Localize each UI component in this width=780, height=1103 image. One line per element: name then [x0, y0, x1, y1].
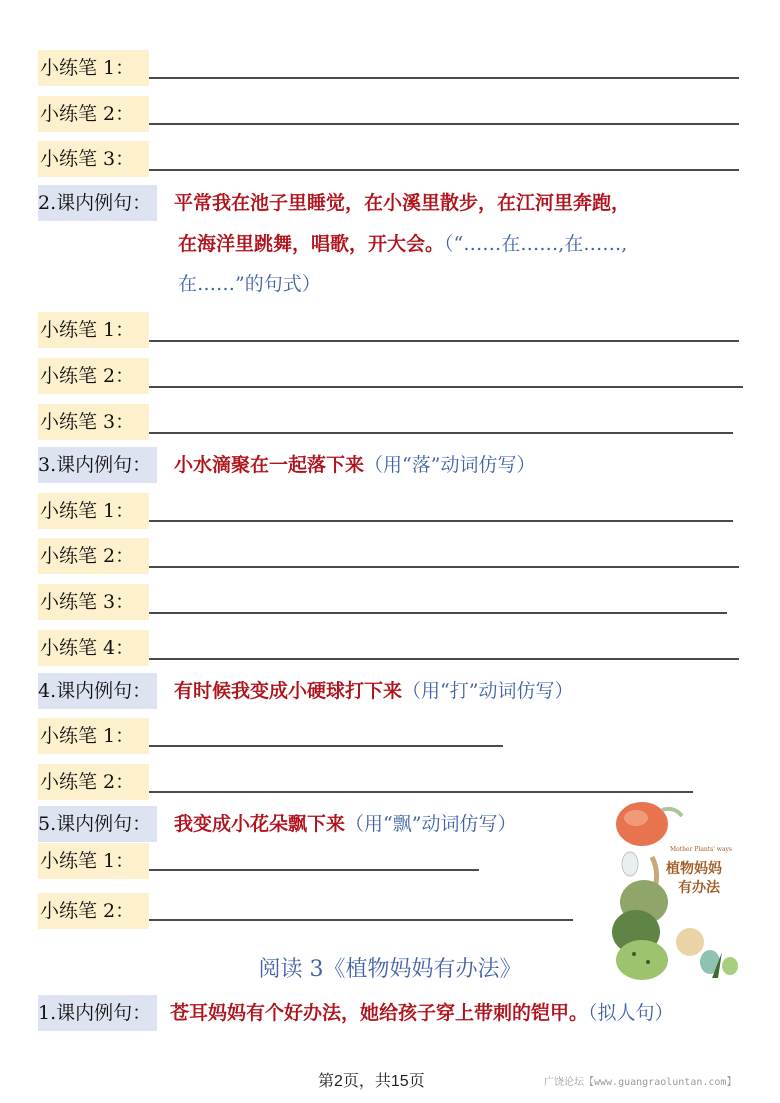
example-label: 3.课内例句： [38, 447, 157, 483]
practice-label: 小练笔 2： [38, 893, 149, 929]
practice-label: 小练笔 2： [38, 96, 149, 132]
book-title-line2: 有办法 [678, 880, 720, 896]
example-hint: （“……在……,在……, [444, 233, 628, 255]
answer-line[interactable] [149, 919, 573, 921]
example-label: 5.课内例句： [38, 806, 157, 842]
answer-line[interactable] [149, 745, 503, 747]
practice-label: 小练笔 3： [38, 141, 149, 177]
answer-line[interactable] [149, 77, 739, 79]
example-hint-cont [178, 266, 321, 302]
example-line [174, 806, 516, 842]
example-line [174, 673, 573, 709]
answer-line[interactable] [149, 123, 739, 125]
book-title-line1: 植物妈妈 [666, 861, 722, 877]
book-subtitle: Mother Plants' ways [670, 846, 732, 853]
example-line [170, 995, 674, 1031]
example-hint: （拟人句） [588, 1002, 674, 1024]
example-sentence: 我变成小花朵飘下来 [174, 813, 346, 835]
practice-label: 小练笔 2： [38, 358, 149, 394]
practice-label: 小练笔 3： [38, 584, 149, 620]
answer-line[interactable] [149, 869, 479, 871]
answer-line[interactable] [149, 340, 739, 342]
example-label: 2.课内例句： [38, 185, 157, 221]
watermark: 广饶论坛【www.guangraoluntan.com】 [544, 1077, 737, 1088]
practice-label: 小练笔 1： [38, 493, 149, 529]
practice-label: 小练笔 2： [38, 764, 149, 800]
example-sentence: 平常我在池子里睡觉，在小溪里散步，在江河里奔跑， [174, 192, 631, 214]
example-hint: （用“飘”动词仿写） [345, 813, 517, 835]
example-sentence: 有时候我变成小硬球打下来 [174, 680, 403, 702]
page-number: 第2页，共15页 [318, 1073, 425, 1090]
example-sentence-cont [178, 226, 627, 262]
practice-label: 小练笔 1： [38, 718, 149, 754]
practice-label: 小练笔 1： [38, 843, 149, 879]
example-label: 4.课内例句： [38, 673, 157, 709]
example-label: 1.课内例句： [38, 995, 157, 1031]
answer-line[interactable] [149, 169, 739, 171]
example-hint: （用“落”动词仿写） [364, 454, 536, 476]
practice-label: 小练笔 3： [38, 404, 149, 440]
practice-label: 小练笔 2： [38, 538, 149, 574]
answer-line[interactable] [149, 520, 733, 522]
answer-line[interactable] [149, 612, 727, 614]
answer-line[interactable] [149, 566, 739, 568]
answer-line[interactable] [149, 386, 743, 388]
answer-line[interactable] [149, 791, 693, 793]
example-sentence: 苍耳妈妈有个好办法，她给孩子穿上带刺的铠甲。 [170, 1002, 589, 1024]
example-sentence: 小水滴聚在一起落下来 [174, 454, 365, 476]
answer-line[interactable] [149, 432, 733, 434]
practice-label: 小练笔 1： [38, 312, 149, 348]
answer-line[interactable] [149, 658, 739, 660]
example-hint: （用“打”动词仿写） [402, 680, 574, 702]
example-line [174, 447, 535, 483]
example-sentence: 在海洋里跳舞，唱歌，开大会。 [178, 233, 445, 255]
practice-label: 小练笔 1： [38, 50, 149, 86]
section-title: 阅读 3《植物妈妈有办法》 [258, 957, 522, 982]
example-hint: 在……”的句式） [178, 273, 321, 295]
practice-label: 小练笔 4： [38, 630, 149, 666]
